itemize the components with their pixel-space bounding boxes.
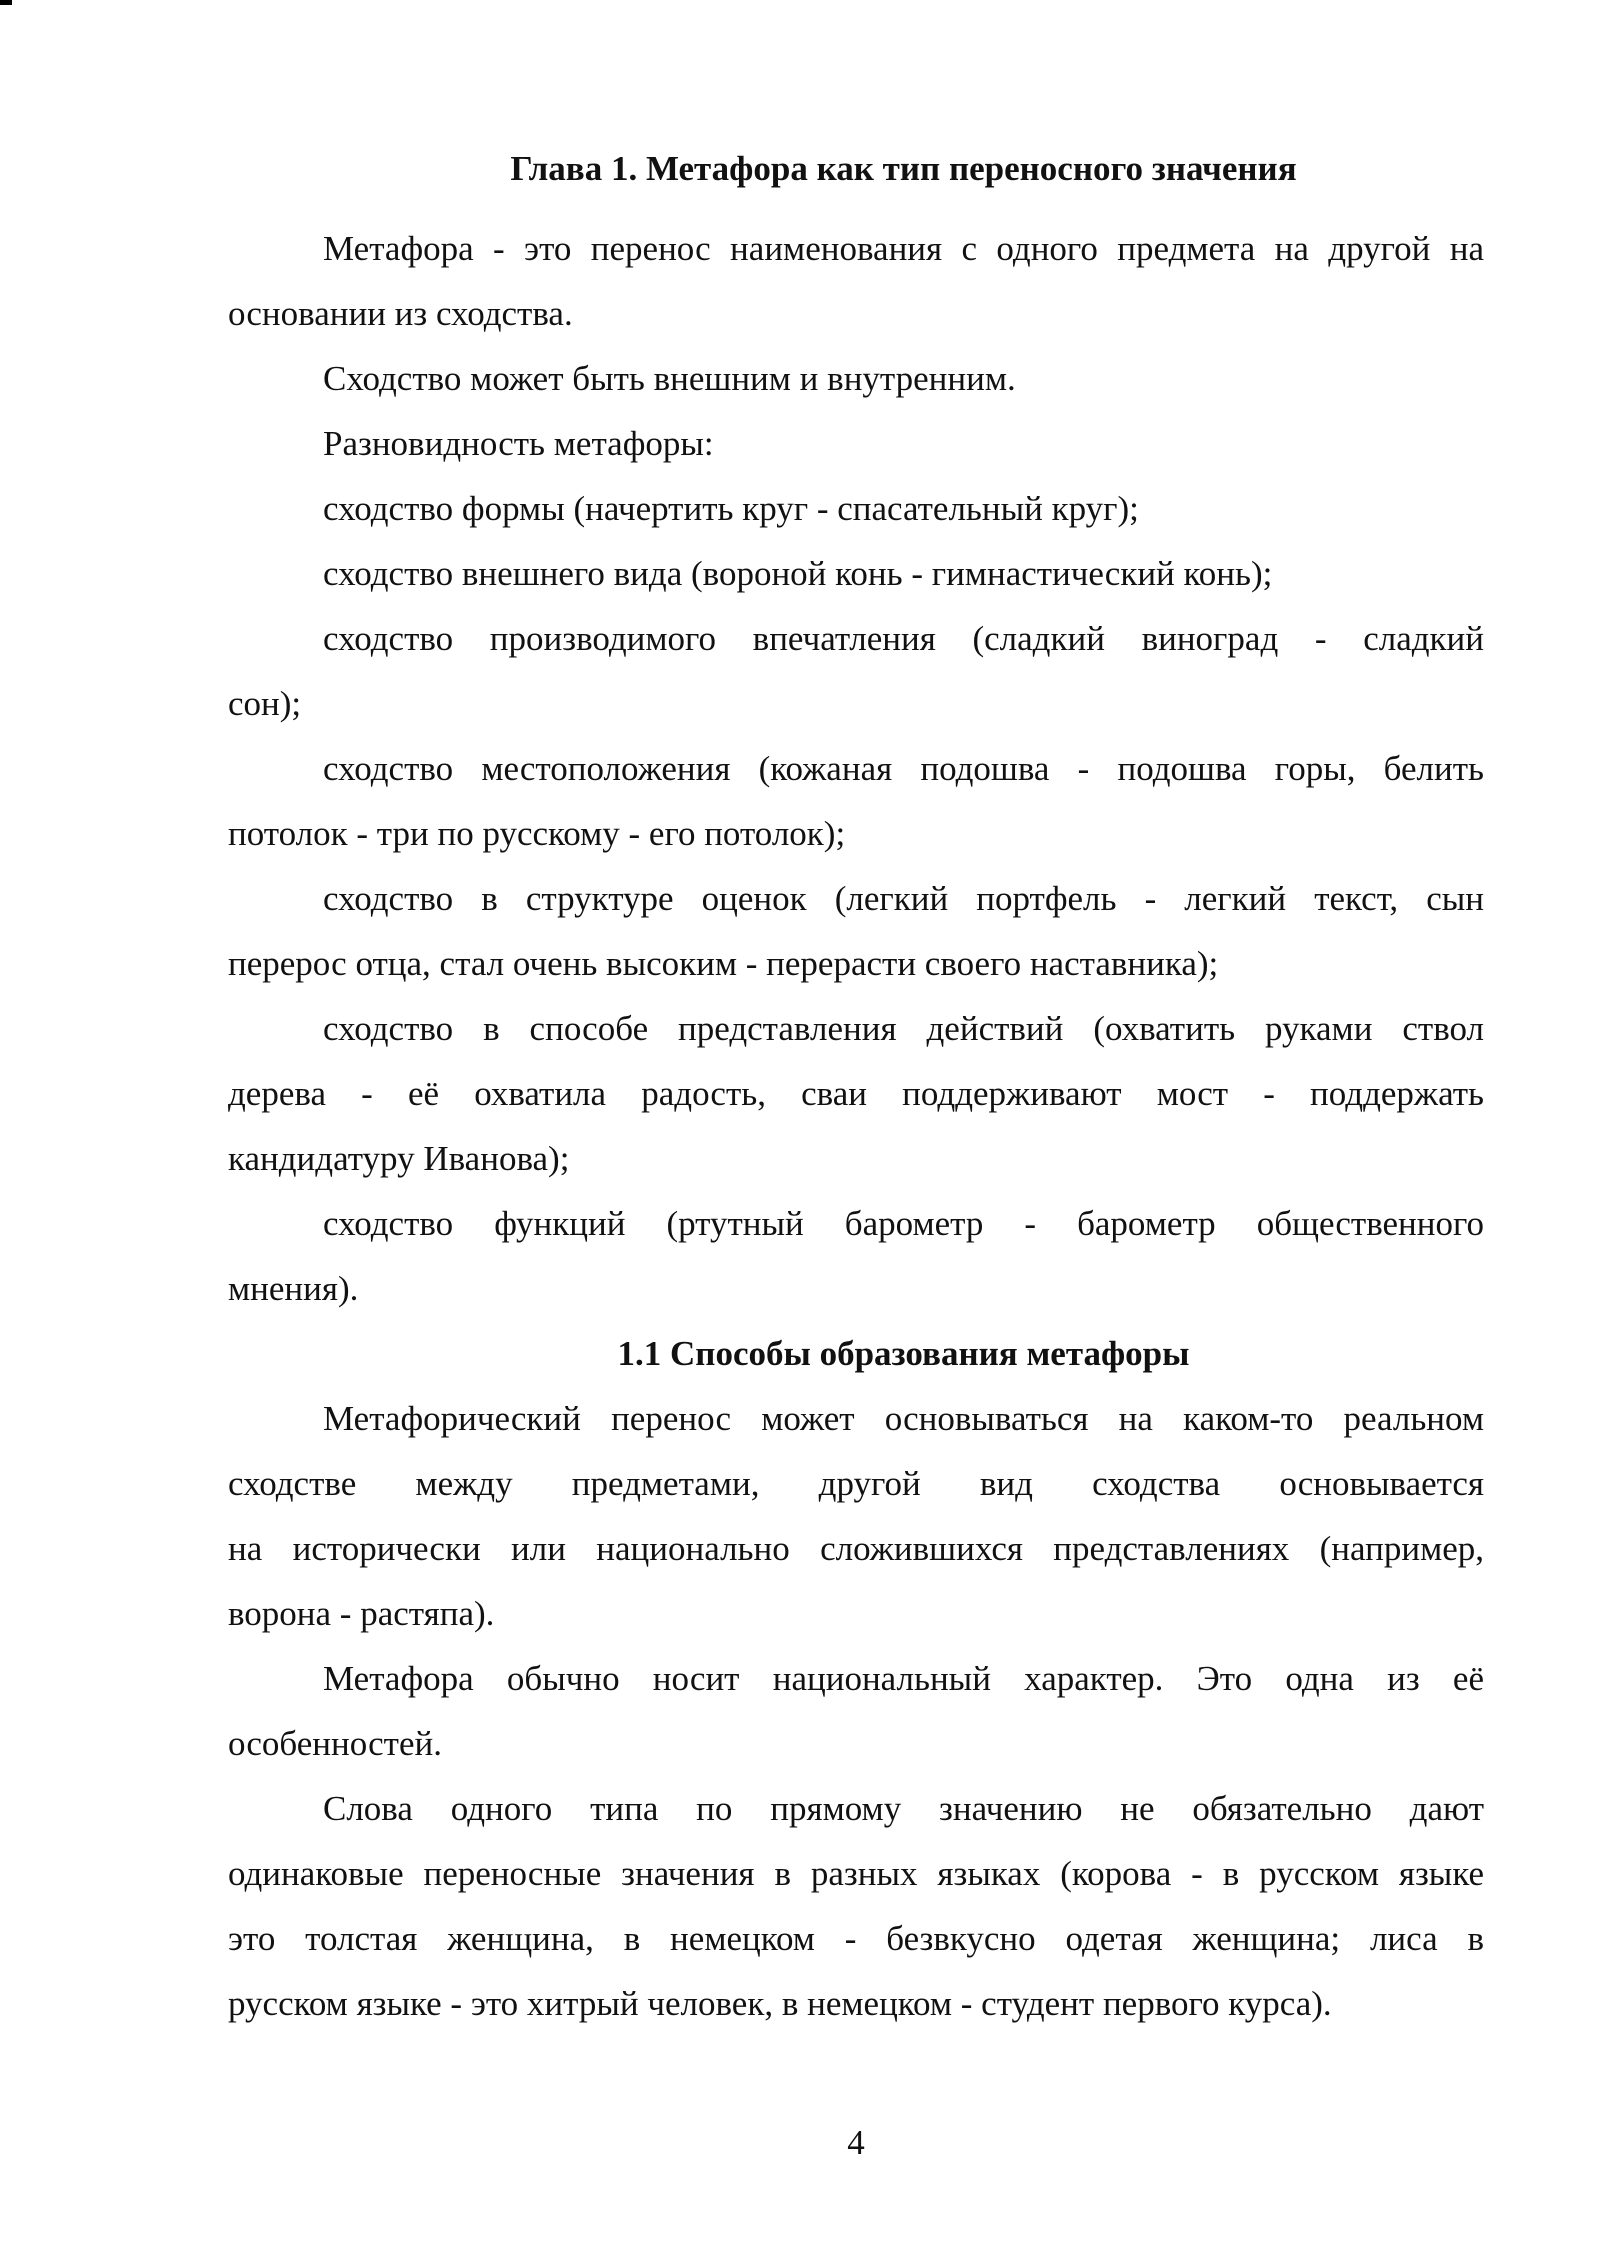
text-line: сходстве между предметами, другой вид сходства основывается — [228, 1464, 1484, 1503]
text-line: это толстая женщина, в немецком - безвкусно одетая женщина; лиса в — [228, 1919, 1484, 1958]
text-line: сходство формы (начертить круг - спасательный круг); — [323, 489, 1139, 528]
text-line: одинаковые переносные значения в разных языках (корова - в русском языке — [228, 1854, 1484, 1893]
paragraph — [228, 216, 1484, 346]
page-number: 4 — [847, 2123, 865, 2162]
text-line: особенностей. — [228, 1724, 442, 1763]
text-line: сходство в способе представления действий (охватить руками ствол — [323, 1009, 1484, 1048]
text-line: дерева - её охватила радость, сваи поддерживают мост - поддержать — [228, 1074, 1484, 1113]
text-line: на исторически или национально сложившихся представлениях (например, — [228, 1529, 1484, 1568]
text-line: потолок - три по русскому - его потолок); — [228, 814, 846, 853]
text-line: Метафора обычно носит национальный характер. Это одна из её — [323, 1659, 1484, 1698]
text-line: Сходство может быть внешним и внутренним. — [323, 359, 1016, 398]
section-heading — [228, 1321, 1484, 1386]
text-line: мнения). — [228, 1269, 359, 1308]
text-line: Слова одного типа по прямому значению не обязательно дают — [323, 1789, 1484, 1828]
text-line: сходство местоположения (кожаная подошва - подошва горы, белить — [323, 749, 1484, 788]
text-line: русском языке - это хитрый человек, в немецком - студент первого курса). — [228, 1984, 1332, 2023]
chapter-heading — [228, 136, 1484, 201]
text-line: ворона - растяпа). — [228, 1594, 495, 1633]
paragraph — [228, 1191, 1484, 1321]
text-line: основании из сходства. — [228, 294, 573, 333]
paragraph — [228, 476, 1484, 541]
scan-artifact — [0, 0, 12, 5]
paragraph — [228, 346, 1484, 411]
paragraph — [228, 541, 1484, 606]
chapter-heading-text: Глава 1. Метафора как тип переносного значения — [510, 149, 1297, 188]
text-line: сон); — [228, 684, 302, 723]
section-heading-text: 1.1 Способы образования метафоры — [617, 1334, 1190, 1373]
paragraph — [228, 736, 1484, 866]
text-line: сходство производимого впечатления (сладкий виноград - сладкий — [323, 619, 1484, 658]
paragraph — [228, 1776, 1484, 2036]
paragraph — [228, 411, 1484, 476]
paragraph — [228, 996, 1484, 1191]
paragraph — [228, 866, 1484, 996]
text-line: сходство в структуре оценок (легкий портфель - легкий текст, сын — [323, 879, 1484, 918]
text-line: Разновидность метафоры: — [323, 424, 714, 463]
document-content — [228, 136, 1484, 2036]
text-line: перерос отца, стал очень высоким - перерасти своего наставника); — [228, 944, 1219, 983]
text-line: Метафорический перенос может основываться на каком-то реальном — [323, 1399, 1484, 1438]
text-line: сходство внешнего вида (вороной конь - гимнастический конь); — [323, 554, 1273, 593]
paragraph — [228, 1386, 1484, 1646]
paragraph — [228, 606, 1484, 736]
text-line: кандидатуру Иванова); — [228, 1139, 570, 1178]
paragraph — [228, 1646, 1484, 1776]
text-line: Метафора - это перенос наименования с одного предмета на другой на — [323, 229, 1484, 268]
text-line: сходство функций (ртутный барометр - барометр общественного — [323, 1204, 1484, 1243]
